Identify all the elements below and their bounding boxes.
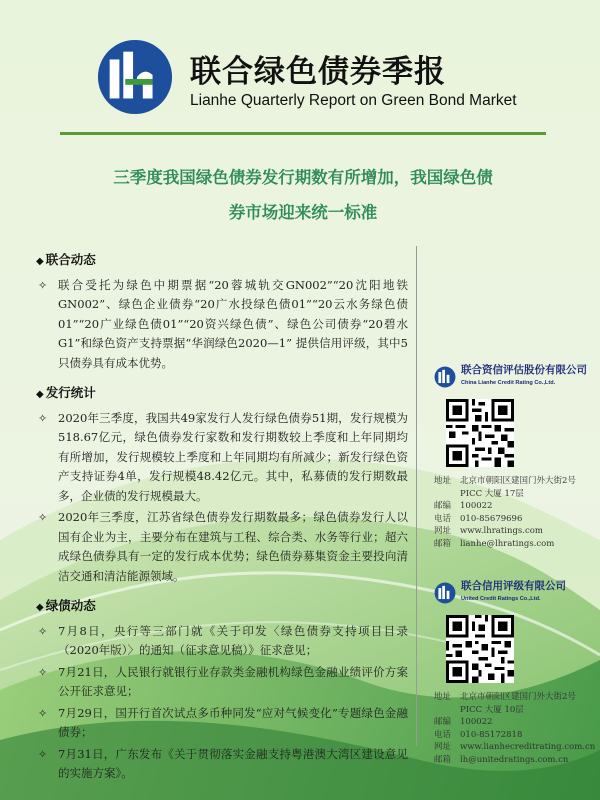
section-title: ◆ 发行统计 [36,385,96,400]
diamond-bullet-icon: ✧ [38,511,48,524]
org-name: 联合资信评估股份有限公司 [461,364,587,376]
section-green-bond-news [36,596,408,784]
lianhe-logo-icon [434,582,456,604]
address-row: 地址 北京市朝阳区建国门外大街2号 PICC 大厦 10层 [434,692,576,715]
report-header [0,0,600,140]
diamond-bullet-icon: ✧ [38,747,48,761]
postcode-row: 邮编 100022 [434,501,493,511]
column-divider [416,246,417,746]
diamond-bullet-icon: ✧ [38,411,48,425]
org-header [434,364,587,389]
org-name-english: United Credit Ratings Co.,Ltd. [461,595,541,602]
website-row: 网址 www.lianhecreditrating.com.cn [434,742,596,752]
header-divider [60,132,546,135]
report-title-english: Lianhe Quarterly Report on Green Bond Market [190,92,517,109]
list-item: ✧ 2020年三季度，江苏省绿色债券发行期数最多；绿色债券发行人以国有企业为主，主要分布在建筑与工程、综合类、水务等行业；超六成绿色债券具有一定的发行成本优势；绿色债券募集资金主要投向清洁交通和清洁能源领域。 [38,510,408,583]
diamond-bullet-icon: ◆ [36,389,44,400]
list-item: ✧ 7月29日，国开行首次试点多币种同发“应对气候变化”专题绿色金融债券； [38,705,408,739]
qr-code-icon [446,615,514,683]
org-name-english: China Lianhe Credit Rating Co.,Ltd. [461,379,556,386]
section-issuance-stats [36,383,408,586]
qr-code-icon [446,399,514,467]
headline [60,160,546,230]
diamond-bullet-icon: ✧ [38,706,48,720]
section-lianhe-news [36,250,408,373]
email-row: 邮箱 lh@unitedratings.com.cn [434,754,569,765]
diamond-bullet-icon: ✧ [38,624,48,638]
list-item: ✧ 7月21日，人民银行就银行业存款类金融机构绿色金融业绩评价方案公开征求意见； [38,664,408,698]
diamond-bullet-icon: ◆ [36,256,44,267]
list-item: ✧ 联合受托为绿色中期票据“20蓉城轨交GN002”“20沈阳地铁GN002”、绿色企业债券“20广水投绿色债01”“20云水务绿色债01”“20广业绿色债01”“20资兴绿色债”、绿色公司债券“20碧水G1”和绿色资产支持票据“华润绿色2020—1” 提供信用评级，其中5只债券具有成本优势。 [38,277,408,370]
main-content [36,248,408,786]
email-row: 邮箱 lianhe@lhratings.com [434,538,555,549]
headline-line-2: 券市场迎来统一标准 [228,203,378,222]
section-title: ◆ 绿债动态 [36,598,96,613]
phone-row: 电话 010-85172818 [434,729,523,740]
section-title: ◆ 联合动态 [36,252,96,267]
report-title: 联合绿色债券季报 [190,54,446,90]
org-header [434,580,582,605]
diamond-bullet-icon: ◆ [36,602,44,613]
website-row: 网址 www.lhratings.com [434,526,543,536]
contact-block-china-lianhe [434,364,587,550]
headline-line-1: 三季度我国绿色债券发行期数有所增加，我国绿色债 [113,168,493,187]
postcode-row: 邮编 100022 [434,717,493,727]
diamond-bullet-icon: ✧ [38,665,48,679]
contact-block-united-credit [434,580,596,766]
org-name: 联合信用评级有限公司 [461,580,566,592]
address-row: 地址 北京市朝阳区建国门外大街2号 PICC 大厦 17层 [434,476,576,499]
lianhe-logo-icon [96,38,174,116]
list-item: ✧ 7月31日，广东发布《关于贯彻落实金融支持粤港澳大湾区建设意见的实施方案》。 [38,746,408,780]
list-item: ✧ 7月8日，央行等三部门就《关于印发〈绿色债券支持项目目录（2020年版）〉的通知（征求意见稿）》征求意见； [38,623,408,657]
diamond-bullet-icon: ✧ [38,278,48,292]
phone-row: 电话 010-85679696 [434,513,523,524]
lianhe-logo-icon [434,366,456,388]
list-item: ✧ 2020年三季度，我国共49家发行人发行绿色债券51期，发行规模为518.67亿元，绿色债券发行家数和发行期数较上季度和上年同期均有所增加，发行规模较上季度和上年同期均有所减少；新发行绿色资产支持证券4单，发行规模48.42亿元。其中，私募债的发行期数最多，企业债的发行规模最大。 [38,410,408,503]
